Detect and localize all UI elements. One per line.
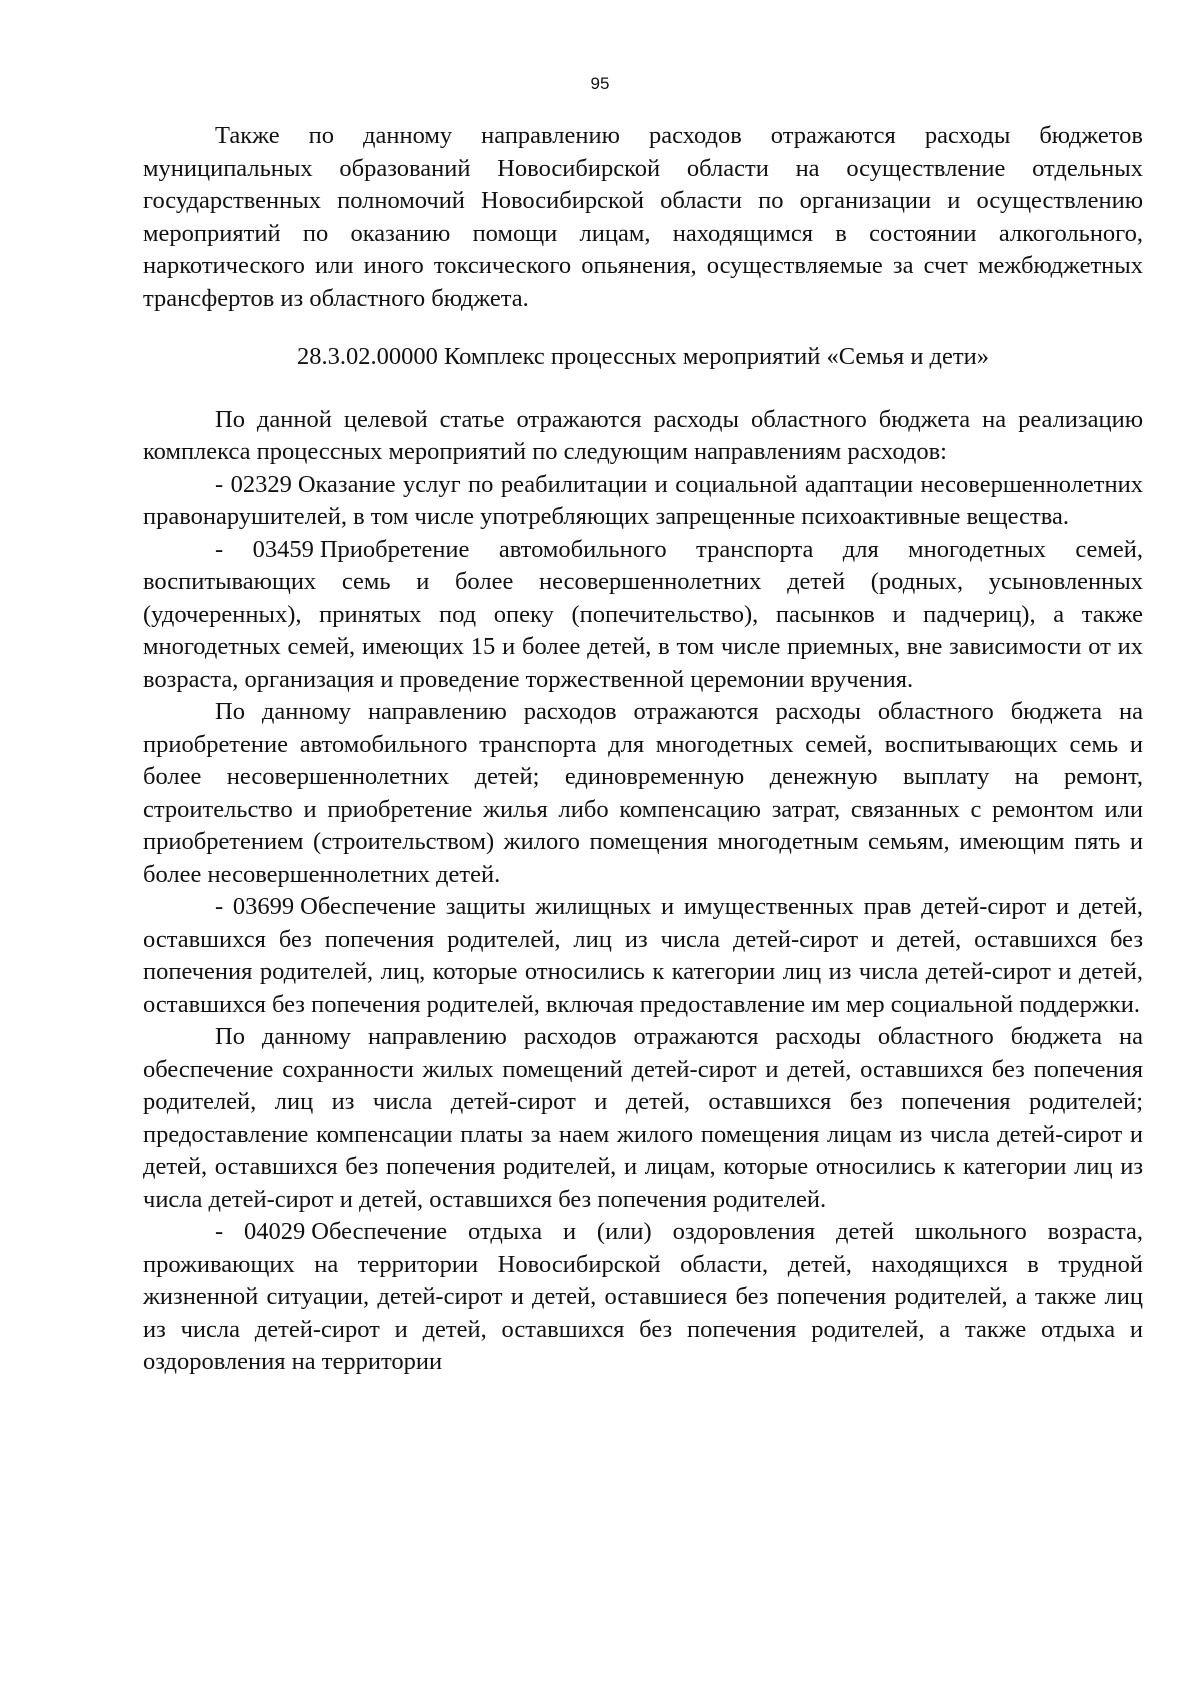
list-item-03459 — [143, 534, 1143, 697]
paragraph-target-article: По данной целевой статье отражаются расходы областного бюджета на реализацию комплекса процессных мероприятий по следующим направлениям расходов: — [143, 405, 1143, 465]
paragraph-orphans-housing: По данному направлению расходов отражаются расходы областного бюджета на обеспечение сохранности жилых помещений детей-сирот и детей, оставшихся без попечения родителей, лиц из числа детей-сирот и детей, оставшихся без попечения родителей; предоставление компенсации платы за наем жилого помещения лицам из числа детей-сирот и детей, оставшихся без попечения родителей, и лицам, которые относились к категории лиц из числа детей-сирот и детей, оставшихся без попечения родителей. — [143, 1023, 1143, 1213]
list-item-03699 — [143, 891, 1143, 1021]
paragraph-municipal-expenses: Также по данному направлению расходов отражаются расходы бюджетов муниципальных образований Новосибирской области на осуществление отдельных государственных полномочий Новосибирской области по организации и осуществлению мероприятий по оказанию помощи лицам, находящимся в состоянии алкогольного, наркотического или иного токсического опьянения, осуществляемые за счет межбюджетных трансфертов из областного бюджета. — [143, 122, 1143, 312]
item-code: - 04029 — [215, 1218, 306, 1245]
item-text: Оказание услуг по реабилитации и социальной адаптации несовершеннолетних правонарушителей, в том числе употребляющих запрещенные психоактивные вещества. — [143, 470, 1143, 530]
item-code: - 03699 — [215, 893, 295, 920]
list-item-04029 — [143, 1216, 1143, 1379]
paragraph-large-families: По данному направлению расходов отражаются расходы областного бюджета на приобретение автомобильного транспорта для многодетных семей, воспитывающих семь и более несовершеннолетних детей; единовременную денежную выплату на ремонт, строительство и приобретение жилья либо компенсацию затрат, связанных с ремонтом или приобретением (строительством) жилого помещения многодетным семьям, имеющим пять и более несовершеннолетних детей. — [143, 698, 1143, 888]
page-number: 95 — [590, 74, 610, 93]
item-text: Приобретение автомобильного транспорта для многодетных семей, воспитывающих семь и более несовершеннолетних детей (родных, усыновленных (удочеренных), принятых под опеку (попечительство), пасынков и падчериц), а также многодетных семей, имеющих 15 и более детей, в том числе приемных, вне зависимости от их возраста, организация и проведение торжественной церемонии вручения. — [143, 535, 1143, 693]
list-item-02329 — [143, 469, 1143, 534]
item-code: - 03459 — [215, 535, 314, 563]
item-code: - 02329 — [215, 470, 292, 498]
section-heading: 28.3.02.00000 Комплекс процессных мероприятий «Семья и дети» — [297, 343, 989, 370]
document-body — [143, 120, 1143, 1379]
item-text: Обеспечение отдыха и (или) оздоровления детей школьного возраста, проживающих на территории Новосибирской области, детей, находящихся в трудной жизненной ситуации, детей-сирот и детей, оставшиеся без попечения родителей, а также лиц из числа детей-сирот и детей, оставшихся без попечения родителей, а также отдыха и оздоровления на территории — [143, 1218, 1143, 1375]
item-text: Обеспечение защиты жилищных и имущественных прав детей-сирот и детей, оставшихся без попечения родителей, лиц из числа детей-сирот и детей, оставшихся без попечения родителей, лиц, которые относились к категории лиц из числа детей-сирот и детей, оставшихся без попечения родителей, включая предоставление им мер социальной поддержки. — [143, 893, 1143, 1018]
